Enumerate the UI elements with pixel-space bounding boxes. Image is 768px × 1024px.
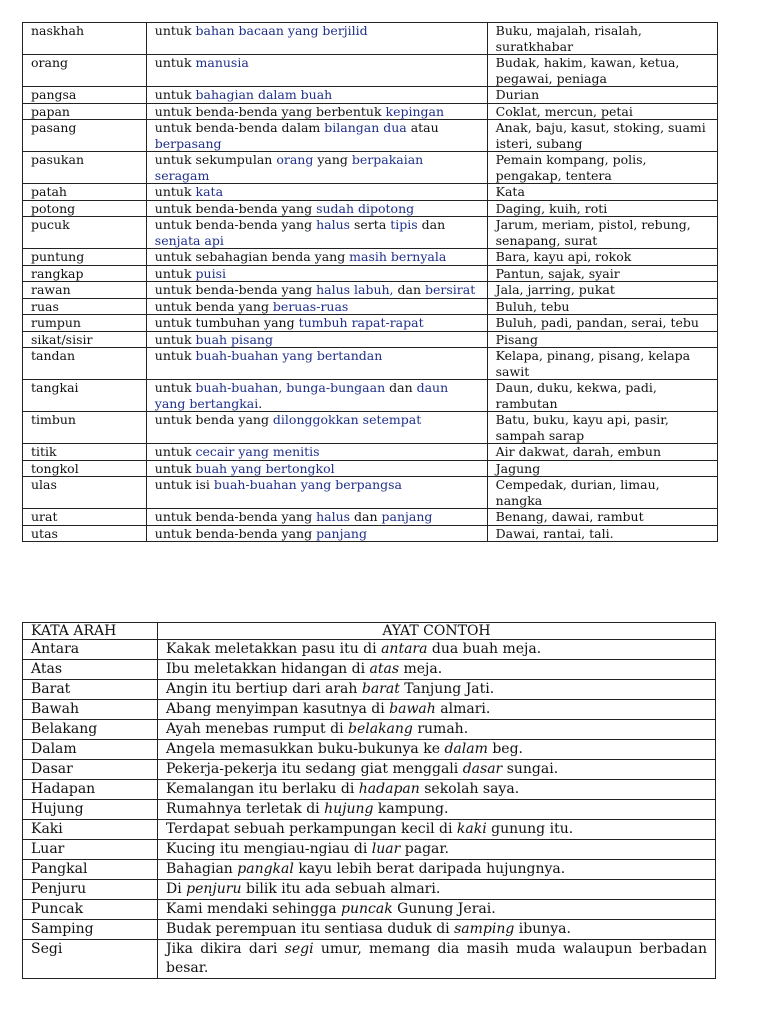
sentence-text: Abang menyimpan kasutnya di bbox=[166, 701, 390, 717]
sentence-text: bilik itu ada sebuah almari. bbox=[241, 881, 441, 897]
highlight-text: buah-buahan, bunga-bungaan bbox=[195, 380, 386, 395]
highlight-text: manusia bbox=[195, 55, 249, 70]
penjodoh-word: titik bbox=[23, 444, 147, 461]
description-text: untuk bbox=[154, 444, 196, 459]
penjodoh-description bbox=[146, 444, 487, 461]
penjodoh-description bbox=[146, 249, 487, 266]
penjodoh-examples: Anak, baju, kasut, stoking, suami isteri, subang bbox=[487, 120, 717, 152]
penjodoh-word: tandan bbox=[23, 348, 147, 380]
table-row bbox=[23, 640, 716, 660]
description-text: serta bbox=[350, 217, 391, 232]
description-text: untuk bbox=[154, 184, 196, 199]
kata-arah-word: Bawah bbox=[23, 700, 158, 720]
description-text: dan bbox=[350, 509, 382, 524]
penjodoh-description bbox=[146, 184, 487, 201]
table-row bbox=[23, 120, 718, 152]
penjodoh-description bbox=[146, 525, 487, 542]
description-text: untuk benda-benda yang bbox=[154, 282, 317, 297]
ayat-contoh bbox=[158, 880, 716, 900]
description-text: untuk benda-benda yang bbox=[154, 217, 317, 232]
description-text: dan bbox=[393, 282, 425, 297]
penjodoh-word: tongkol bbox=[23, 460, 147, 477]
penjodoh-examples: Pemain kompang, polis, pengakap, tentera bbox=[487, 152, 717, 184]
table-row bbox=[23, 380, 718, 412]
table-row bbox=[23, 348, 718, 380]
sentence-text: Ayah menebas rumput di bbox=[166, 721, 348, 737]
penjodoh-word: ulas bbox=[23, 477, 147, 509]
description-text: untuk bbox=[154, 460, 196, 476]
kata-arah-word: Hadapan bbox=[23, 780, 158, 800]
description-text: yang bbox=[313, 152, 352, 167]
highlight-text: masih bernyala bbox=[349, 249, 447, 264]
penjodoh-examples: Pisang bbox=[487, 331, 717, 348]
ayat-contoh bbox=[158, 840, 716, 860]
penjodoh-examples: Kata bbox=[487, 184, 717, 201]
highlight-text: halus bbox=[316, 217, 351, 232]
kata-arah-word: Atas bbox=[23, 660, 158, 680]
sentence-text: umur, memang dia masih muda walaupun berbadan besar. bbox=[166, 941, 707, 976]
table-row bbox=[23, 525, 718, 542]
highlight-text: berpasang bbox=[154, 135, 222, 151]
penjodoh-description bbox=[146, 460, 487, 477]
description-text: untuk benda-benda yang berbentuk bbox=[154, 103, 386, 119]
ayat-contoh bbox=[158, 820, 716, 840]
kata-arah-table-body bbox=[23, 640, 716, 979]
penjodoh-word: timbun bbox=[23, 412, 147, 444]
direction-word-italic: atas bbox=[369, 661, 400, 677]
table-row bbox=[23, 900, 716, 920]
penjodoh-description bbox=[146, 152, 487, 184]
sentence-text: Kami mendaki sehingga bbox=[166, 901, 342, 917]
kata-arah-word: Pangkal bbox=[23, 860, 158, 880]
table-row bbox=[23, 780, 716, 800]
sentence-text: Angin itu bertiup dari arah bbox=[166, 681, 362, 697]
ayat-contoh bbox=[158, 860, 716, 880]
penjodoh-description bbox=[146, 509, 487, 526]
sentence-text: almari. bbox=[435, 701, 491, 717]
highlight-text: dilonggokkan setempat bbox=[272, 412, 422, 427]
penjodoh-word: ruas bbox=[23, 298, 147, 315]
highlight-text: bilangan dua bbox=[324, 120, 407, 135]
table-row bbox=[23, 660, 716, 680]
table-row bbox=[23, 840, 716, 860]
penjodoh-word: pangsa bbox=[23, 87, 147, 104]
highlight-text: cecair yang menitis bbox=[195, 444, 320, 459]
table-row bbox=[23, 920, 716, 940]
highlight-text: panjang bbox=[381, 509, 433, 524]
table-row bbox=[23, 509, 718, 526]
penjodoh-description bbox=[146, 120, 487, 152]
description-text: untuk sebahagian benda yang bbox=[154, 249, 350, 264]
penjodoh-word: rawan bbox=[23, 282, 147, 299]
highlight-text: tumbuh rapat-rapat bbox=[298, 315, 424, 330]
table-row bbox=[23, 412, 718, 444]
description-text: atau bbox=[406, 120, 439, 135]
highlight-text: bahan bacaan yang berjilid bbox=[195, 23, 368, 38]
kata-arah-word: Samping bbox=[23, 920, 158, 940]
table-row bbox=[23, 87, 718, 104]
table-row bbox=[23, 200, 718, 217]
highlight-text: orang bbox=[276, 152, 314, 167]
highlight-text: senjata api bbox=[154, 232, 224, 248]
description-text: untuk benda-benda yang bbox=[154, 200, 317, 216]
description-text: untuk bbox=[154, 55, 196, 70]
sentence-text: Terdapat sebuah perkampungan kecil di bbox=[166, 821, 457, 837]
direction-word-italic: antara bbox=[381, 641, 428, 657]
penjodoh-examples: Jala, jarring, pukat bbox=[487, 282, 717, 299]
kata-arah-word: Dasar bbox=[23, 760, 158, 780]
highlight-text: puisi bbox=[195, 265, 226, 281]
description-text: untuk sekumpulan bbox=[154, 152, 277, 167]
highlight-text: buah yang bertongkol bbox=[195, 460, 335, 476]
table-row bbox=[23, 760, 716, 780]
table-row bbox=[23, 940, 716, 979]
description-text: untuk benda-benda dalam bbox=[154, 120, 325, 135]
table-row bbox=[23, 820, 716, 840]
direction-word-italic: puncak bbox=[341, 901, 393, 917]
penjodoh-description bbox=[146, 412, 487, 444]
direction-word-italic: pangkal bbox=[237, 861, 294, 877]
sentence-text: Kemalangan itu berlaku di bbox=[166, 781, 359, 797]
penjodoh-description bbox=[146, 348, 487, 380]
highlight-text: bersirat bbox=[424, 282, 476, 297]
description-text: untuk benda yang bbox=[154, 412, 273, 427]
ayat-contoh bbox=[158, 920, 716, 940]
table-row bbox=[23, 460, 718, 477]
kata-arah-word: Barat bbox=[23, 680, 158, 700]
sentence-text: sekolah saya. bbox=[419, 781, 520, 797]
kata-arah-word: Penjuru bbox=[23, 880, 158, 900]
sentence-text: gunung itu. bbox=[486, 821, 574, 837]
penjodoh-examples: Buluh, tebu bbox=[487, 298, 717, 315]
ayat-contoh bbox=[158, 800, 716, 820]
penjodoh-word: tangkai bbox=[23, 380, 147, 412]
kata-arah-word: Hujung bbox=[23, 800, 158, 820]
penjodoh-word: rumpun bbox=[23, 315, 147, 332]
highlight-text: sudah dipotong bbox=[316, 200, 415, 216]
penjodoh-examples: Budak, hakim, kawan, ketua, pegawai, peniaga bbox=[487, 55, 717, 87]
direction-word-italic: dasar bbox=[462, 761, 503, 777]
table-row bbox=[23, 217, 718, 249]
penjodoh-word: utas bbox=[23, 525, 147, 542]
penjodoh-examples: Kelapa, pinang, pisang, kelapa sawit bbox=[487, 348, 717, 380]
sentence-text: Gunung Jerai. bbox=[392, 901, 496, 917]
sentence-text: Ibu meletakkan hidangan di bbox=[166, 661, 370, 677]
description-text: . bbox=[258, 395, 263, 411]
highlight-text: tipis bbox=[390, 217, 418, 232]
penjodoh-word: papan bbox=[23, 103, 147, 120]
sentence-text: dua buah meja. bbox=[427, 641, 542, 657]
sentence-text: kampung. bbox=[373, 801, 449, 817]
direction-word-italic: samping bbox=[454, 921, 515, 937]
direction-word-italic: penjuru bbox=[186, 881, 242, 897]
table-row bbox=[23, 860, 716, 880]
penjodoh-examples: Benang, dawai, rambut bbox=[487, 509, 717, 526]
ayat-contoh bbox=[158, 660, 716, 680]
direction-word-italic: bawah bbox=[389, 701, 436, 717]
penjodoh-description bbox=[146, 23, 487, 55]
table-row bbox=[23, 184, 718, 201]
table-row bbox=[23, 700, 716, 720]
ayat-contoh bbox=[158, 780, 716, 800]
penjodoh-examples: Jagung bbox=[487, 460, 717, 477]
header-ayat-contoh: AYAT CONTOH bbox=[158, 623, 716, 640]
highlight-text: beruas-ruas bbox=[272, 298, 349, 314]
penjodoh-description bbox=[146, 477, 487, 509]
table-row bbox=[23, 880, 716, 900]
penjodoh-examples: Bara, kayu api, rokok bbox=[487, 249, 717, 266]
ayat-contoh bbox=[158, 680, 716, 700]
sentence-text: Jika dikira dari bbox=[166, 941, 285, 957]
sentence-text: Rumahnya terletak di bbox=[166, 801, 325, 817]
highlight-text: buah-buahan yang bertandan bbox=[195, 348, 383, 363]
sentence-text: kayu lebih berat daripada hujungnya. bbox=[293, 861, 566, 877]
highlight-text: halus bbox=[316, 509, 351, 524]
table-row bbox=[23, 249, 718, 266]
penjodoh-word: pasukan bbox=[23, 152, 147, 184]
ayat-contoh bbox=[158, 940, 716, 979]
highlight-text: buah-buahan yang berpangsa bbox=[213, 477, 402, 492]
sentence-text: ibunya. bbox=[514, 921, 571, 937]
description-text: untuk bbox=[154, 331, 196, 347]
penjodoh-examples: Air dakwat, darah, embun bbox=[487, 444, 717, 461]
penjodoh-examples: Cempedak, durian, limau, nangka bbox=[487, 477, 717, 509]
penjodoh-description bbox=[146, 87, 487, 104]
sentence-text: pagar. bbox=[400, 841, 449, 857]
table-row bbox=[23, 800, 716, 820]
penjodoh-description bbox=[146, 200, 487, 217]
table-row bbox=[23, 55, 718, 87]
description-text: untuk isi bbox=[154, 477, 214, 492]
direction-word-italic: hujung bbox=[324, 801, 374, 817]
ayat-contoh bbox=[158, 900, 716, 920]
direction-word-italic: segi bbox=[284, 941, 314, 957]
penjodoh-table-body bbox=[23, 23, 718, 542]
penjodoh-examples: Batu, buku, kayu api, pasir, sampah sarap bbox=[487, 412, 717, 444]
kata-arah-word: Segi bbox=[23, 940, 158, 979]
penjodoh-description bbox=[146, 315, 487, 332]
penjodoh-examples: Pantun, sajak, syair bbox=[487, 265, 717, 282]
penjodoh-word: patah bbox=[23, 184, 147, 201]
penjodoh-word: urat bbox=[23, 509, 147, 526]
table-row bbox=[23, 680, 716, 700]
kata-arah-word: Belakang bbox=[23, 720, 158, 740]
highlight-text: berpakaian seragam bbox=[154, 152, 424, 183]
penjodoh-word: sikat/sisir bbox=[23, 331, 147, 348]
penjodoh-word: orang bbox=[23, 55, 147, 87]
description-text: untuk bbox=[154, 87, 196, 102]
table-row bbox=[23, 331, 718, 348]
highlight-text: kata bbox=[195, 184, 224, 199]
sentence-text: meja. bbox=[399, 661, 443, 677]
table-row bbox=[23, 315, 718, 332]
penjodoh-description bbox=[146, 298, 487, 315]
penjodoh-word: rangkap bbox=[23, 265, 147, 282]
direction-word-italic: barat bbox=[361, 681, 400, 697]
direction-word-italic: hadapan bbox=[358, 781, 420, 797]
sentence-text: Budak perempuan itu sentiasa duduk di bbox=[166, 921, 455, 937]
description-text: untuk benda-benda yang bbox=[154, 509, 317, 524]
description-text: untuk bbox=[154, 380, 196, 395]
table-row bbox=[23, 152, 718, 184]
penjodoh-description bbox=[146, 103, 487, 120]
penjodoh-examples: Buku, majalah, risalah, suratkhabar bbox=[487, 23, 717, 55]
description-text: untuk bbox=[154, 348, 196, 363]
description-text: dan bbox=[385, 380, 417, 395]
ayat-contoh bbox=[158, 740, 716, 760]
penjodoh-word: pucuk bbox=[23, 217, 147, 249]
table-row bbox=[23, 282, 718, 299]
sentence-text: Kucing itu mengiau-ngiau di bbox=[166, 841, 372, 857]
penjodoh-examples: Daun, duku, kekwa, padi, rambutan bbox=[487, 380, 717, 412]
penjodoh-word: naskhah bbox=[23, 23, 147, 55]
highlight-text: buah pisang bbox=[195, 331, 273, 347]
penjodoh-examples: Buluh, padi, pandan, serai, tebu bbox=[487, 315, 717, 332]
penjodoh-examples: Durian bbox=[487, 87, 717, 104]
sentence-text: Bahagian bbox=[166, 861, 238, 877]
direction-word-italic: kaki bbox=[456, 821, 487, 837]
direction-word-italic: dalam bbox=[444, 741, 488, 757]
penjodoh-description bbox=[146, 55, 487, 87]
kata-arah-word: Antara bbox=[23, 640, 158, 660]
penjodoh-examples: Daging, kuih, roti bbox=[487, 200, 717, 217]
sentence-text: Di bbox=[166, 881, 187, 897]
table-row bbox=[23, 23, 718, 55]
kata-arah-word: Kaki bbox=[23, 820, 158, 840]
direction-word-italic: belakang bbox=[348, 721, 413, 737]
sentence-text: beg. bbox=[487, 741, 523, 757]
kata-arah-word: Luar bbox=[23, 840, 158, 860]
sentence-text: Tanjung Jati. bbox=[399, 681, 495, 697]
kata-arah-word: Dalam bbox=[23, 740, 158, 760]
penjodoh-examples: Dawai, rantai, tali. bbox=[487, 525, 717, 542]
header-kata-arah: KATA ARAH bbox=[23, 623, 158, 640]
table-row bbox=[23, 265, 718, 282]
penjodoh-description bbox=[146, 331, 487, 348]
penjodoh-word: potong bbox=[23, 200, 147, 217]
penjodoh-word: pasang bbox=[23, 120, 147, 152]
penjodoh-description bbox=[146, 282, 487, 299]
penjodoh-description bbox=[146, 217, 487, 249]
description-text: untuk tumbuhan yang bbox=[154, 315, 299, 330]
penjodoh-examples: Coklat, mercun, petai bbox=[487, 103, 717, 120]
ayat-contoh bbox=[158, 640, 716, 660]
description-text: untuk benda yang bbox=[154, 298, 273, 314]
sentence-text: rumah. bbox=[412, 721, 469, 737]
ayat-contoh bbox=[158, 720, 716, 740]
description-text: dan bbox=[417, 217, 446, 232]
sentence-text: Pekerja-pekerja itu sedang giat menggali bbox=[166, 761, 463, 777]
table-row bbox=[23, 740, 716, 760]
description-text: untuk bbox=[154, 23, 196, 38]
table-row bbox=[23, 477, 718, 509]
direction-word-italic: luar bbox=[371, 841, 401, 857]
table-row bbox=[23, 444, 718, 461]
ayat-contoh bbox=[158, 760, 716, 780]
table-row bbox=[23, 298, 718, 315]
sentence-text: Angela memasukkan buku-bukunya ke bbox=[166, 741, 445, 757]
kata-arah-word: Puncak bbox=[23, 900, 158, 920]
penjodoh-description bbox=[146, 380, 487, 412]
highlight-text: daun yang bertangkai bbox=[154, 380, 449, 411]
highlight-text: kepingan bbox=[385, 103, 445, 119]
sentence-text: Kakak meletakkan pasu itu di bbox=[166, 641, 382, 657]
penjodoh-description bbox=[146, 265, 487, 282]
kata-arah-table bbox=[22, 622, 716, 979]
description-text: untuk benda-benda yang bbox=[154, 525, 317, 541]
highlight-text: halus labuh, bbox=[316, 282, 394, 297]
ayat-contoh bbox=[158, 700, 716, 720]
sentence-text: sungai. bbox=[502, 761, 559, 777]
table-row bbox=[23, 103, 718, 120]
penjodoh-word: puntung bbox=[23, 249, 147, 266]
table-row bbox=[23, 720, 716, 740]
highlight-text: bahagian dalam buah bbox=[195, 87, 333, 102]
kata-arah-header-row bbox=[23, 623, 716, 640]
description-text: untuk bbox=[154, 265, 196, 281]
highlight-text: panjang bbox=[316, 525, 367, 541]
penjodoh-bilangan-table bbox=[22, 22, 718, 542]
penjodoh-examples: Jarum, meriam, pistol, rebung, senapang, surat bbox=[487, 217, 717, 249]
